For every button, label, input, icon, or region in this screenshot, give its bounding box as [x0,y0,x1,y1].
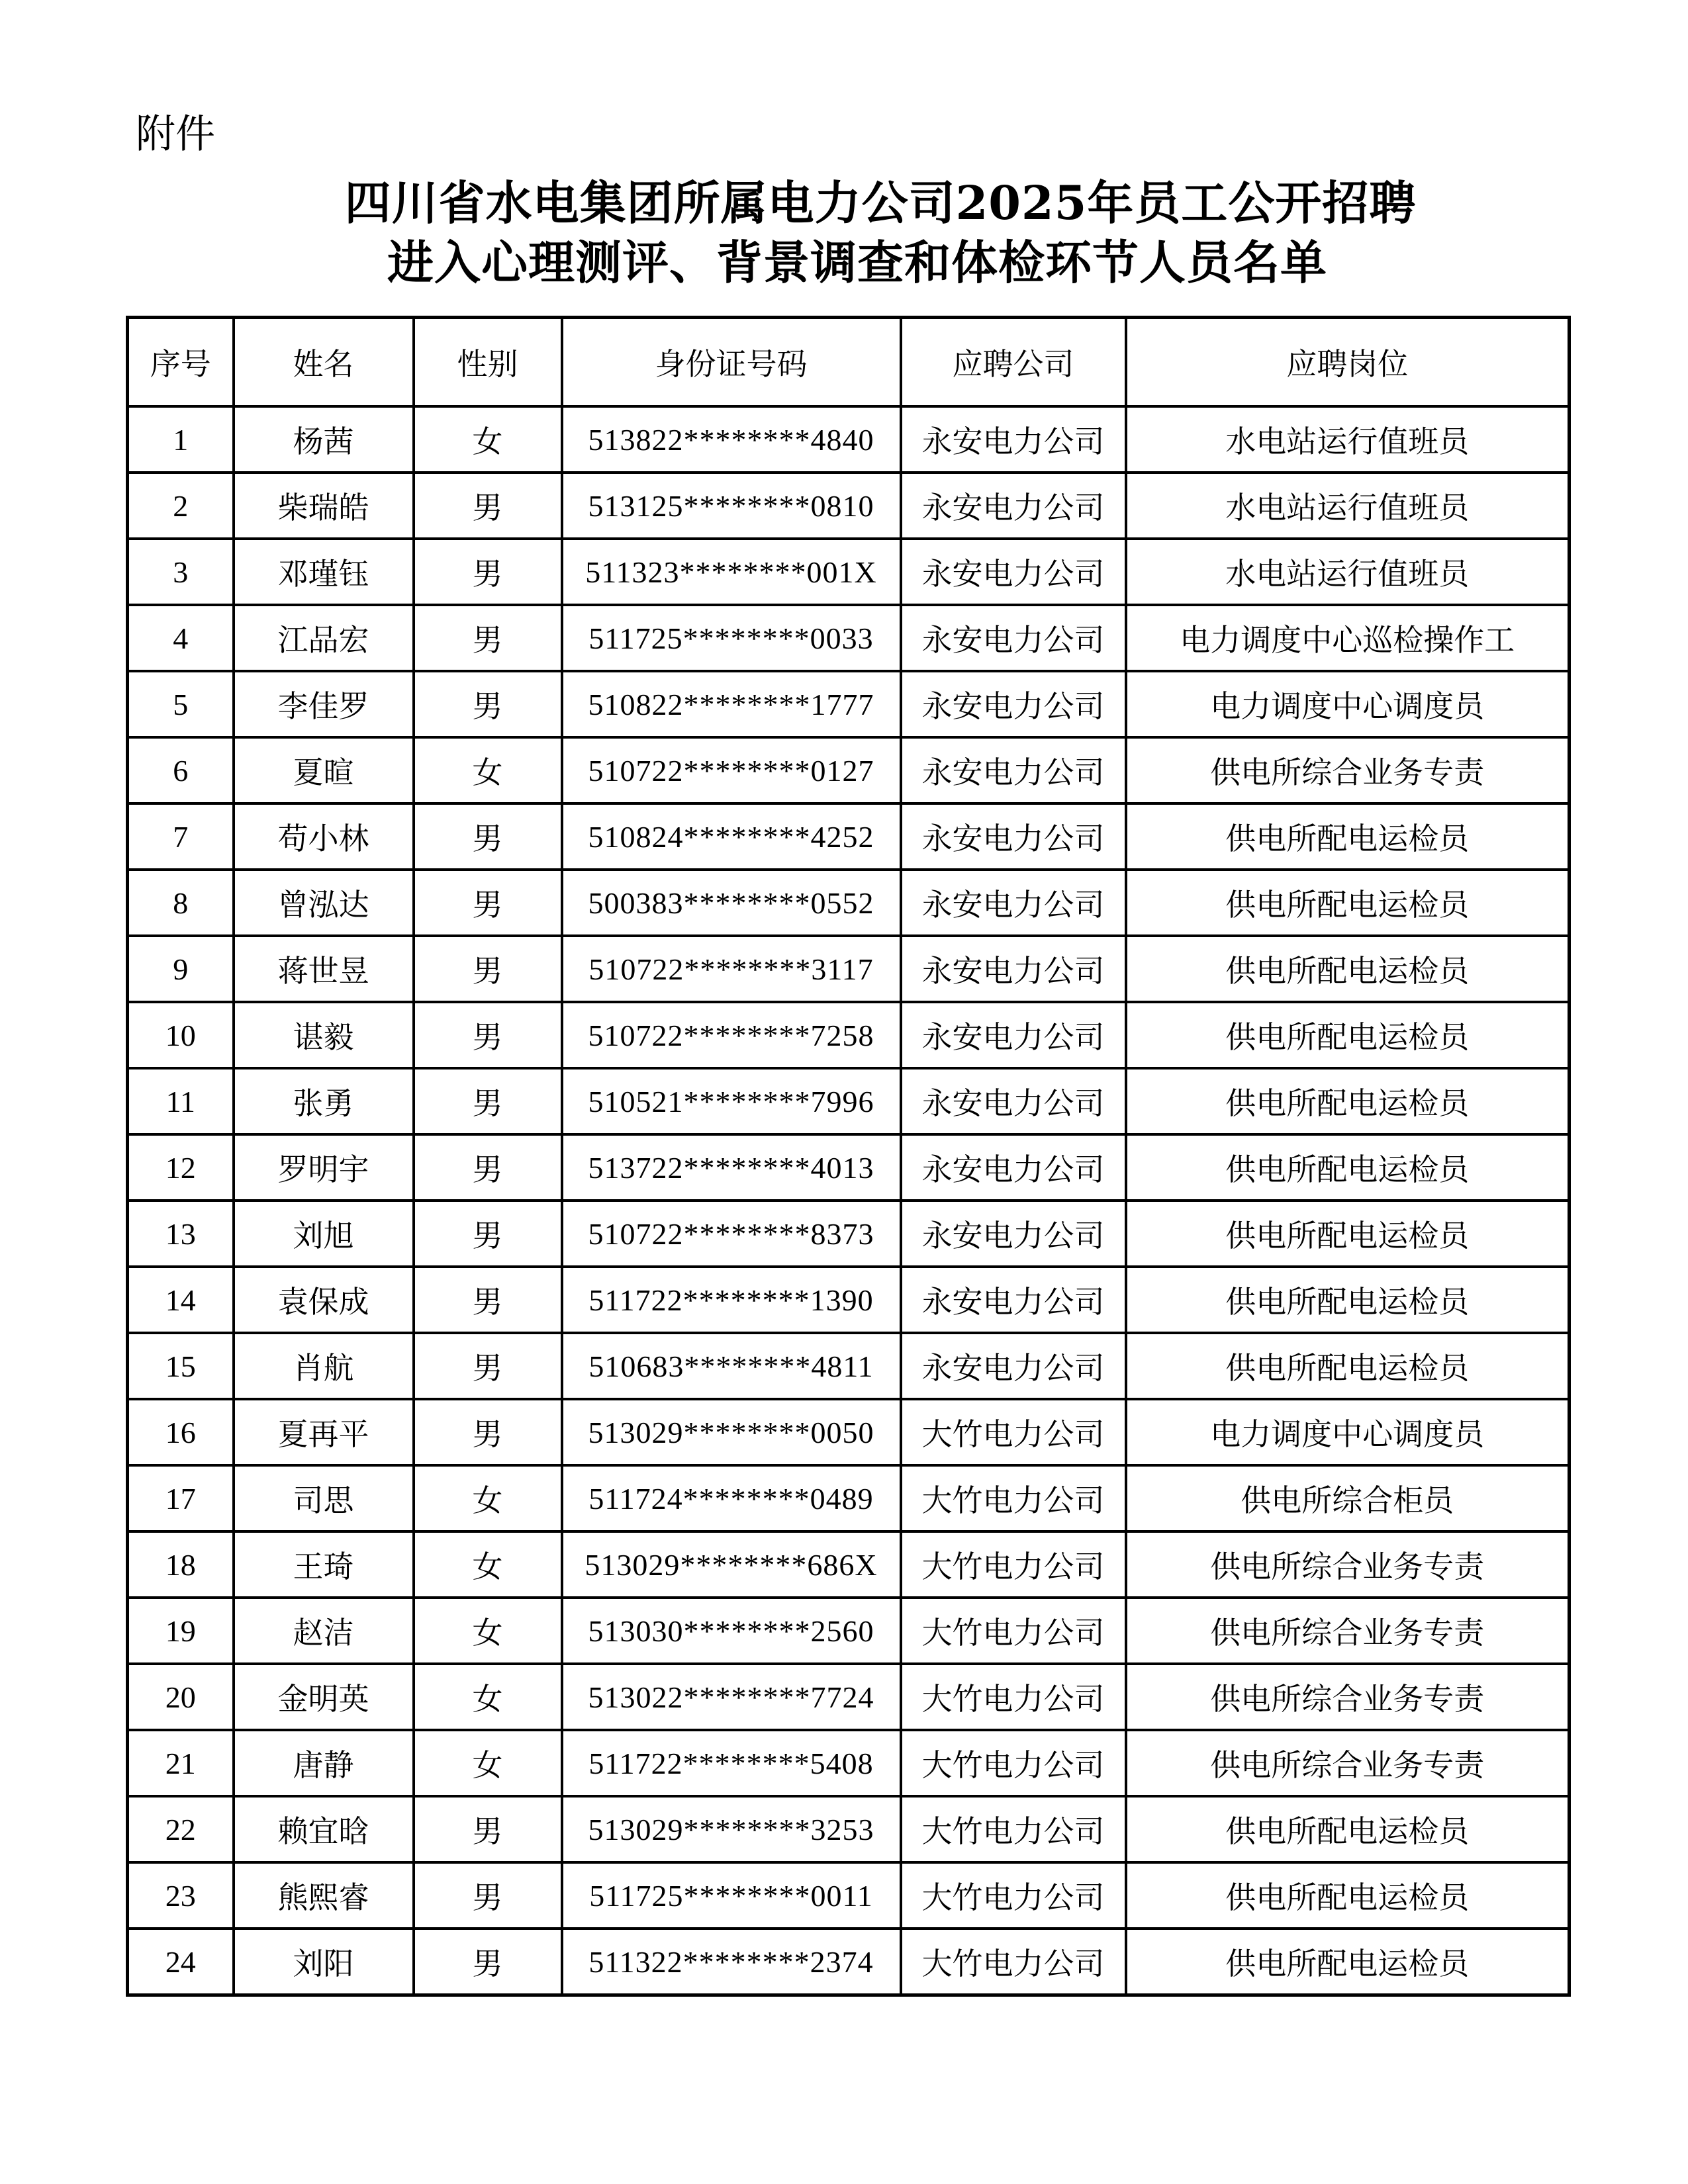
table-row [128,1201,1570,1267]
cell-company: 永安电力公司 [901,1201,1126,1267]
attachment-label: 附件 [136,111,215,158]
cell-id-number: 513029********3253 [562,1796,901,1862]
cell-name: 赵洁 [234,1598,414,1664]
cell-position: 供电所配电运检员 [1126,870,1570,936]
cell-gender: 男 [414,473,562,539]
cell-id-number: 511722********5408 [562,1730,901,1796]
cell-gender: 男 [414,539,562,605]
cell-position: 供电所配电运检员 [1126,1333,1570,1399]
cell-position: 供电所配电运检员 [1126,1134,1570,1201]
table-row [128,406,1570,473]
cell-company: 永安电力公司 [901,737,1126,803]
table-row [128,737,1570,803]
table-row [128,605,1570,671]
cell-id-number: 513030********2560 [562,1598,901,1664]
cell-index: 21 [128,1730,234,1796]
cell-name: 袁保成 [234,1267,414,1333]
candidate-list-table [126,316,1571,1997]
cell-position: 电力调度中心调度员 [1126,671,1570,737]
cell-position: 供电所配电运检员 [1126,1068,1570,1134]
cell-index: 6 [128,737,234,803]
cell-index: 9 [128,936,234,1002]
header-name: 姓名 [234,318,414,407]
cell-company: 永安电力公司 [901,539,1126,605]
cell-gender: 男 [414,1399,562,1465]
cell-position: 水电站运行值班员 [1126,539,1570,605]
cell-gender: 女 [414,1465,562,1531]
table-row [128,671,1570,737]
table-row [128,1730,1570,1796]
table-row [128,1465,1570,1531]
cell-id-number: 500383********0552 [562,870,901,936]
cell-index: 18 [128,1531,234,1598]
cell-gender: 男 [414,936,562,1002]
cell-position: 供电所综合柜员 [1126,1465,1570,1531]
cell-gender: 男 [414,1333,562,1399]
cell-gender: 女 [414,406,562,473]
cell-company: 永安电力公司 [901,1267,1126,1333]
cell-gender: 男 [414,1201,562,1267]
table-row [128,870,1570,936]
header-gender: 性别 [414,318,562,407]
cell-name: 司思 [234,1465,414,1531]
cell-id-number: 513029********0050 [562,1399,901,1465]
cell-gender: 男 [414,1068,562,1134]
table-row [128,1664,1570,1730]
cell-id-number: 510683********4811 [562,1333,901,1399]
cell-name: 杨茜 [234,406,414,473]
cell-id-number: 511724********0489 [562,1465,901,1531]
cell-index: 15 [128,1333,234,1399]
cell-index: 20 [128,1664,234,1730]
header-company: 应聘公司 [901,318,1126,407]
cell-index: 2 [128,473,234,539]
cell-id-number: 510722********0127 [562,737,901,803]
cell-company: 永安电力公司 [901,870,1126,936]
cell-position: 水电站运行值班员 [1126,473,1570,539]
cell-gender: 女 [414,1531,562,1598]
cell-name: 苟小林 [234,803,414,870]
cell-index: 5 [128,671,234,737]
cell-gender: 男 [414,1134,562,1201]
cell-company: 大竹电力公司 [901,1531,1126,1598]
cell-position: 供电所配电运检员 [1126,936,1570,1002]
cell-index: 24 [128,1929,234,1995]
table-row [128,1929,1570,1995]
cell-id-number: 511725********0011 [562,1862,901,1929]
cell-index: 12 [128,1134,234,1201]
cell-name: 熊熙睿 [234,1862,414,1929]
cell-id-number: 511722********1390 [562,1267,901,1333]
cell-position: 供电所配电运检员 [1126,1002,1570,1068]
table-row [128,1267,1570,1333]
cell-index: 10 [128,1002,234,1068]
cell-company: 永安电力公司 [901,936,1126,1002]
table-row [128,1862,1570,1929]
cell-gender: 女 [414,1664,562,1730]
table-row [128,1002,1570,1068]
cell-index: 4 [128,605,234,671]
cell-index: 7 [128,803,234,870]
cell-id-number: 511322********2374 [562,1929,901,1995]
document-title-line-1: 四川省水电集团所属电力公司2025年员工公开招聘 [344,175,1417,230]
header-index: 序号 [128,318,234,407]
cell-position: 供电所配电运检员 [1126,1929,1570,1995]
cell-company: 永安电力公司 [901,406,1126,473]
table-row [128,1134,1570,1201]
cell-position: 电力调度中心调度员 [1126,1399,1570,1465]
cell-company: 大竹电力公司 [901,1598,1126,1664]
cell-position: 供电所配电运检员 [1126,1201,1570,1267]
cell-name: 王琦 [234,1531,414,1598]
cell-index: 23 [128,1862,234,1929]
cell-id-number: 513822********4840 [562,406,901,473]
cell-name: 肖航 [234,1333,414,1399]
table-row [128,936,1570,1002]
cell-position: 供电所配电运检员 [1126,1267,1570,1333]
cell-company: 大竹电力公司 [901,1862,1126,1929]
table-row [128,1598,1570,1664]
table-row [128,1068,1570,1134]
cell-name: 谌毅 [234,1002,414,1068]
cell-id-number: 513722********4013 [562,1134,901,1201]
cell-index: 3 [128,539,234,605]
cell-gender: 男 [414,605,562,671]
cell-name: 刘旭 [234,1201,414,1267]
cell-position: 供电所综合业务专责 [1126,737,1570,803]
cell-company: 大竹电力公司 [901,1664,1126,1730]
cell-name: 邓瑾钰 [234,539,414,605]
table-row [128,803,1570,870]
cell-name: 李佳罗 [234,671,414,737]
cell-gender: 男 [414,870,562,936]
cell-name: 夏暄 [234,737,414,803]
cell-position: 供电所综合业务专责 [1126,1730,1570,1796]
cell-id-number: 511725********0033 [562,605,901,671]
cell-company: 大竹电力公司 [901,1465,1126,1531]
cell-index: 19 [128,1598,234,1664]
cell-company: 大竹电力公司 [901,1796,1126,1862]
cell-name: 曾泓达 [234,870,414,936]
cell-index: 22 [128,1796,234,1862]
cell-gender: 女 [414,1730,562,1796]
cell-company: 大竹电力公司 [901,1399,1126,1465]
cell-gender: 男 [414,1267,562,1333]
cell-company: 永安电力公司 [901,803,1126,870]
cell-position: 供电所综合业务专责 [1126,1531,1570,1598]
cell-index: 17 [128,1465,234,1531]
cell-name: 罗明宇 [234,1134,414,1201]
cell-company: 永安电力公司 [901,605,1126,671]
cell-name: 蒋世昱 [234,936,414,1002]
cell-name: 夏再平 [234,1399,414,1465]
cell-gender: 男 [414,1929,562,1995]
cell-gender: 女 [414,1598,562,1664]
cell-name: 刘阳 [234,1929,414,1995]
cell-index: 8 [128,870,234,936]
cell-gender: 男 [414,1862,562,1929]
cell-id-number: 511323********001X [562,539,901,605]
cell-index: 13 [128,1201,234,1267]
cell-index: 16 [128,1399,234,1465]
cell-gender: 男 [414,1796,562,1862]
document-title-line-2: 进入心理测评、背景调查和体检环节人员名单 [387,235,1327,290]
cell-index: 14 [128,1267,234,1333]
cell-gender: 男 [414,803,562,870]
table-row [128,1399,1570,1465]
header-position: 应聘岗位 [1126,318,1570,407]
cell-id-number: 510824********4252 [562,803,901,870]
cell-company: 永安电力公司 [901,671,1126,737]
table-row [128,539,1570,605]
cell-name: 赖宜晗 [234,1796,414,1862]
table-body [128,406,1570,1995]
cell-company: 永安电力公司 [901,1333,1126,1399]
cell-id-number: 510521********7996 [562,1068,901,1134]
table-row [128,1531,1570,1598]
cell-name: 江品宏 [234,605,414,671]
cell-company: 永安电力公司 [901,1068,1126,1134]
cell-id-number: 513125********0810 [562,473,901,539]
cell-position: 供电所配电运检员 [1126,1796,1570,1862]
cell-name: 柴瑞皓 [234,473,414,539]
cell-id-number: 513029********686X [562,1531,901,1598]
cell-company: 大竹电力公司 [901,1929,1126,1995]
cell-id-number: 510722********8373 [562,1201,901,1267]
cell-position: 供电所综合业务专责 [1126,1664,1570,1730]
cell-company: 永安电力公司 [901,1002,1126,1068]
cell-position: 供电所配电运检员 [1126,803,1570,870]
cell-id-number: 510722********3117 [562,936,901,1002]
cell-company: 永安电力公司 [901,473,1126,539]
cell-gender: 男 [414,671,562,737]
cell-gender: 男 [414,1002,562,1068]
cell-position: 电力调度中心巡检操作工 [1126,605,1570,671]
cell-id-number: 510722********7258 [562,1002,901,1068]
table-row [128,1333,1570,1399]
cell-gender: 女 [414,737,562,803]
cell-position: 供电所配电运检员 [1126,1862,1570,1929]
cell-name: 金明英 [234,1664,414,1730]
cell-name: 张勇 [234,1068,414,1134]
cell-position: 供电所综合业务专责 [1126,1598,1570,1664]
cell-index: 1 [128,406,234,473]
cell-company: 永安电力公司 [901,1134,1126,1201]
table-row [128,1796,1570,1862]
cell-id-number: 513022********7724 [562,1664,901,1730]
cell-name: 唐静 [234,1730,414,1796]
cell-company: 大竹电力公司 [901,1730,1126,1796]
table-row [128,473,1570,539]
header-id-number: 身份证号码 [562,318,901,407]
cell-id-number: 510822********1777 [562,671,901,737]
table-header-row [128,318,1570,407]
cell-index: 11 [128,1068,234,1134]
cell-position: 水电站运行值班员 [1126,406,1570,473]
